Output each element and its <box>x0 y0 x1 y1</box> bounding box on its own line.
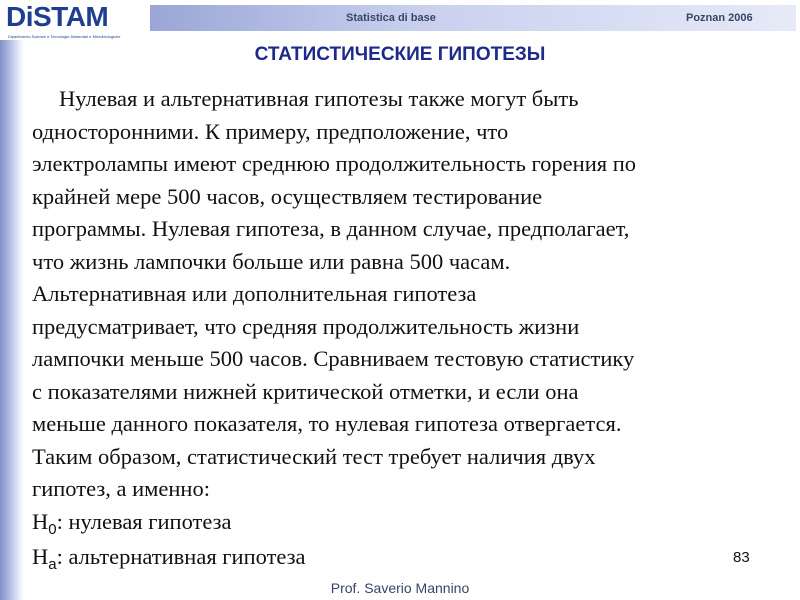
h0-text: : нулевая гипотеза <box>56 508 232 534</box>
logo-subtitle: Dipartimento Scienze e Tecnologie Alimentari e Microbiologiche <box>8 34 121 39</box>
body-line: меньше данного показателя, то нулевая гипотеза отвергается. <box>32 411 622 436</box>
body-line: с показателями нижней критической отметки, и если она <box>32 378 579 404</box>
body-line: Таким образом, статистический тест требует наличия двух <box>32 443 596 469</box>
body-line: предусматривает, что средняя продолжительность жизни <box>32 313 580 339</box>
ha-text: : альтернативная гипотеза <box>56 544 306 569</box>
header-location-label: Poznan 2006 <box>686 12 753 24</box>
alternative-hypothesis-line <box>32 541 762 577</box>
ha-symbol: H <box>32 544 49 569</box>
header-course-label: Statistica di base <box>346 12 436 24</box>
body-line: односторонними. К примеру, предположение, что <box>32 118 509 144</box>
body-text <box>32 83 762 577</box>
body-line: крайней мере 500 часов, осуществляем тестирование <box>32 183 543 209</box>
body-line: что жизнь лампочки больше или равна 500 часам. <box>32 248 511 274</box>
side-gradient-band <box>0 40 24 600</box>
body-line: Нулевая и альтернативная гипотезы также могут быть <box>59 86 579 111</box>
page-number: 83 <box>733 549 750 566</box>
footer-author: Prof. Saverio Mannino <box>330 580 470 596</box>
null-hypothesis-line <box>32 506 762 542</box>
h0-subscript: 0 <box>48 520 57 538</box>
body-line: Альтернативная или дополнительная гипотеза <box>32 281 477 306</box>
ha-subscript: a <box>48 556 57 573</box>
slide-title: СТАТИСТИЧЕСКИЕ ГИПОТЕЗЫ <box>254 44 546 65</box>
body-line: электролампы имеют среднюю продолжительность горения по <box>32 151 637 176</box>
body-line: гипотез, а именно: <box>32 476 210 501</box>
distam-logo <box>4 1 146 40</box>
body-line: программы. Нулевая гипотеза, в данном случае, предполагает, <box>32 216 630 241</box>
body-line: лампочки меньше 500 часов. Сравниваем тестовую статистику <box>32 346 635 371</box>
logo-text: DiSTAM <box>6 1 109 32</box>
h0-symbol: H <box>32 508 49 534</box>
